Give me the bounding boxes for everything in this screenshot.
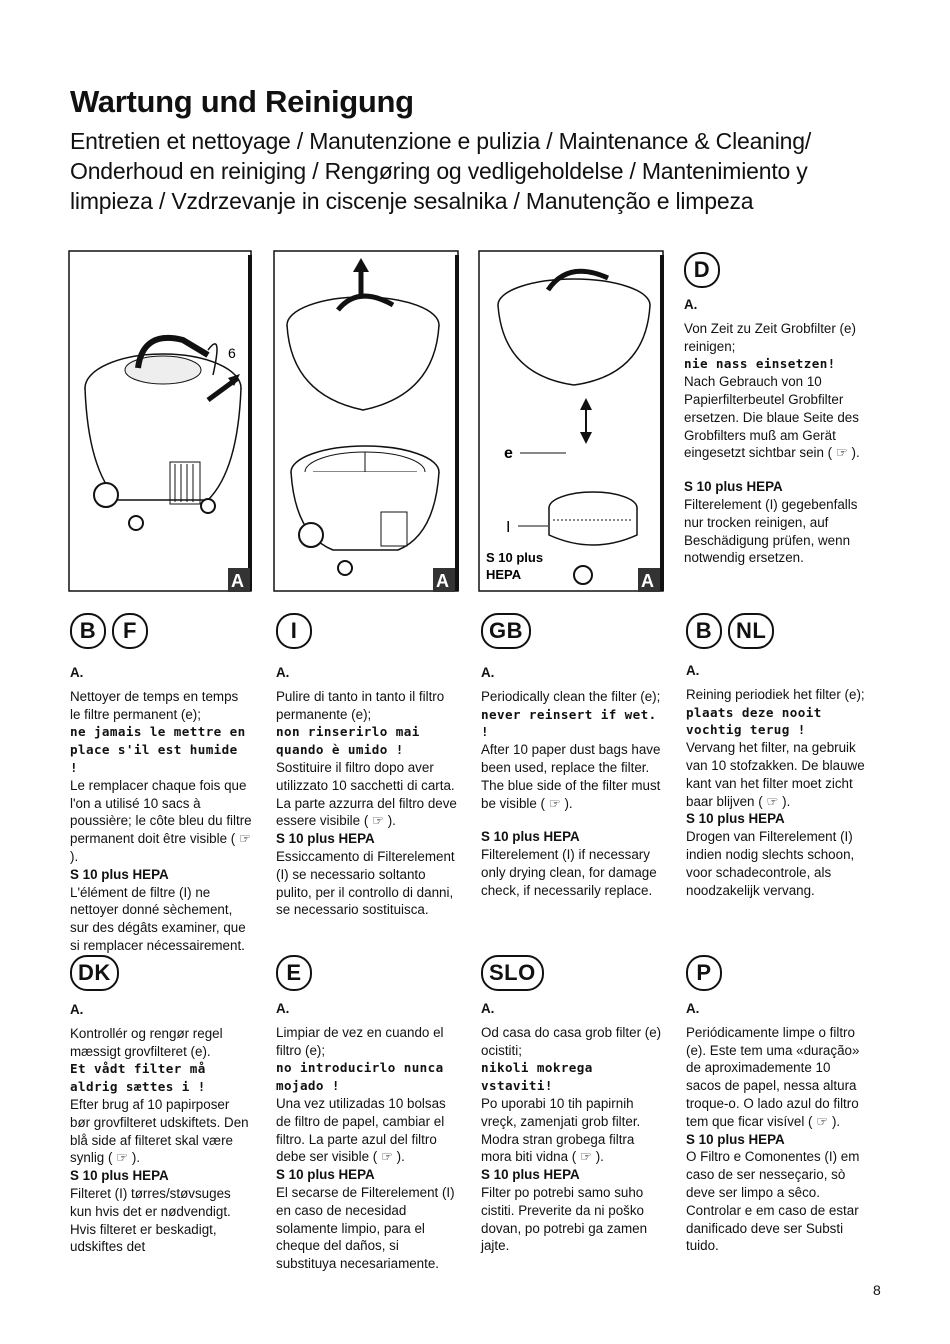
step-label: A. [481,1001,495,1016]
filter-exploded-illustration [478,250,666,595]
instruction-text: Vervang het filter, na gebruik van 10 stofzakken. De blauwe kant van het filter moet zicht baar blijven ( ☞ ). [686,740,865,809]
instruction-text: Le remplacer chaque fois que l'on a utilisé 10 sacs à poussière; le côte bleu du filtre permanent doit être visible ( ☞ ). [70,777,252,864]
step-label: A. [276,1001,290,1016]
language-badges-i [276,613,312,649]
hepa-text: Filterelement (I) gegebenfalls nur trocken reinigen, auf Beschädigung prüfen, wenn notwendig ersetzen. [684,496,858,566]
section-it [276,664,458,919]
figure-filter-hepa [478,250,666,595]
instruction-text: Od casa do casa grob filter (e) ocistiti; [481,1024,662,1058]
hepa-text: L'élément de filtre (I) ne nettoyer donné sèchement, sur des dégâts examiner, que si remplacer nécessairement. [70,884,246,953]
hepa-heading: S 10 plus HEPA [70,1168,169,1184]
language-badge-nl: NL [728,613,774,649]
language-badge-i: I [276,613,312,649]
language-badge-gb: GB [481,613,531,649]
instruction-text: Pulire di tanto in tanto il filtro permanente (e); [276,688,445,722]
section-nl [686,662,868,899]
hepa-heading: S 10 plus HEPA [481,829,580,845]
instruction-text: Nettoyer de temps en temps le filtre permanent (e); [70,688,239,722]
language-badge-e: E [276,955,312,991]
language-badges-bnl [686,613,774,649]
warning-text: never reinsert if wet. ! [481,706,657,740]
step-label: A. [481,665,495,680]
figure-lid-and-basket [273,250,461,595]
warning-text: nie nass einsetzen! [684,356,836,372]
hepa-text: Filter po potrebi samo suho cistiti. Preverite da ni poško dovan, po potrebi ga zamen jajte. [481,1184,648,1254]
instruction-text: Sostituire il filtro dopo aver utilizzato 10 sacchetti di carta. La parte azzurra del filtro deve essere visibile ( ☞ ). [276,759,457,829]
instruction-text: After 10 paper dust bags have been used, replace the filter. The blue side of the filter must be visible ( ☞ ). [481,742,661,811]
hepa-heading: S 10 plus HEPA [686,811,785,827]
language-badge-f: F [112,613,148,649]
step-label: A. [684,297,698,312]
instruction-text: Nach Gebrauch von 10 Papierfilterbeutel Grobfilter ersetzen. Die blaue Seite des Grobfilters muß am Gerät eingesetzt sichtbar sein ( ☞ ). [684,374,860,461]
svg-text:S 10 plus: S 10 plus [486,550,544,565]
hepa-heading: S 10 plus HEPA [684,479,783,495]
section-fr [70,664,252,955]
page-title: Wartung und Reinigung [70,84,414,119]
hepa-heading: S 10 plus HEPA [276,1167,375,1183]
language-badges-slo [481,955,544,991]
warning-text: plaats deze nooit vochtig terug ! [686,704,822,738]
hepa-text: O Filtro e Comonentes (I) em caso de ser nesseçario, sò deve ser limpo a sêco. Controlar e em caso de estar danificado deve ser Substi tuido. [686,1149,860,1254]
section-en [481,664,663,900]
step-label: A. [70,665,84,680]
instruction-text: Reining periodiek het filter (e); [686,686,865,702]
figure-remove-filter [68,250,254,595]
warning-text: non rinserirlo mai quando è umido ! [276,724,420,758]
language-badge-b: B [70,613,106,649]
svg-text:A: A [436,571,449,591]
instruction-text: Una vez utilizadas 10 bolsas de filtro de papel, cambiar el filtro. La parte azul del filtro debe ser visible ( ☞ ). [276,1095,446,1165]
instruction-text: Efter brug af 10 papirposer bør grovfilteret udskiftets. Den blå side af filteret skal være synlig ( ☞ ). [70,1096,249,1166]
instruction-text: Kontrollér og rengør regel mæssigt grovfilteret (e). [70,1025,223,1059]
hepa-text: Drogen van Filterelement (I) indien nodig slechts schoon, voor schadecontrole, als noodzakelijk vervang. [686,829,855,898]
language-badge-b: B [686,613,722,649]
instruction-text: Po uporabi 10 tih papirnih vreçk, zamenjati grob filter. Modra stran grobega filtra mora biti vidna ( ☞ ). [481,1095,641,1165]
language-badges-p [686,955,722,991]
section-es [276,1000,458,1273]
vacuum-lid-illustration [68,250,254,595]
page-subtitle: Entretien et nettoyage / Manutenzione e pulizia / Maintenance & Cleaning/ Onderhoud en reiniging / Rengøring og vedligeholdelse / Mantenimiento y limpieza / Vzdrzevanje in ciscenje sesalnika / Manutenção e limpeza [70,128,812,214]
svg-text:I: I [506,519,511,536]
language-badges-bf [70,613,148,649]
warning-text: nikoli mokrega vstaviti! [481,1060,593,1094]
hepa-heading: S 10 plus HEPA [276,831,375,847]
hepa-text: Filteret (I) tørres/støvsuges kun hvis det er nødvendigt. Hvis filteret er beskadigt, udskiftes det [70,1185,231,1255]
instruction-text: Periodically clean the filter (e); [481,688,661,704]
hepa-text: El secarse de Filterelement (I) en caso de necesidad solamente limpio, para el cheque del daños, si substituya necesariamente. [276,1184,455,1272]
hepa-heading: S 10 plus HEPA [70,866,169,882]
instruction-text: Limpiar de vez en cuando el filtro (e); [276,1024,444,1058]
hepa-text: Filterelement (I) if necessary only drying clean, for damage check, if necessarily replace. [481,847,657,898]
step-label: A. [70,1002,84,1017]
svg-text:A: A [641,571,654,591]
section-de [684,296,880,567]
page-number: 8 [873,1282,881,1298]
section-sl [481,1000,663,1255]
instruction-text: Periódicamente limpe o filtro (e). Este tem uma «duração» de aproximademente 10 sacos de papel, nessa altura troque-o. O lado azul do filtro tem que ficar visível ( ☞ ). [686,1024,860,1129]
language-badge-d: D [684,252,720,288]
svg-text:6: 6 [228,345,236,361]
hepa-heading: S 10 plus HEPA [686,1131,785,1147]
language-badge-dk: DK [70,955,119,991]
step-label: A. [686,1001,700,1016]
warning-text: no introducirlo nunca mojado ! [276,1060,444,1094]
svg-text:A: A [231,571,244,591]
section-pt [686,1000,868,1255]
language-badges-e [276,955,312,991]
warning-text: ne jamais le mettre en place s'il est humide ! [70,724,246,775]
hepa-text: Essiccamento di Filterelement (I) se necessario soltanto pulito, per il controllo di danni, se necessario sostituisca. [276,848,455,918]
svg-text:e: e [504,445,513,462]
hepa-heading: S 10 plus HEPA [481,1167,580,1183]
language-badges-dk [70,955,119,991]
step-label: A. [686,663,700,678]
step-label: A. [276,665,290,680]
language-badge-slo: SLO [481,955,544,991]
svg-text:HEPA: HEPA [486,567,522,582]
vacuum-open-illustration [273,250,461,595]
language-badges-gb [481,613,531,649]
section-da [70,1001,252,1256]
warning-text: Et vådt filter må aldrig sættes i ! [70,1061,206,1095]
language-badges-d [684,252,720,288]
instruction-text: Von Zeit zu Zeit Grobfilter (e) reinigen; [684,320,856,354]
language-badge-p: P [686,955,722,991]
